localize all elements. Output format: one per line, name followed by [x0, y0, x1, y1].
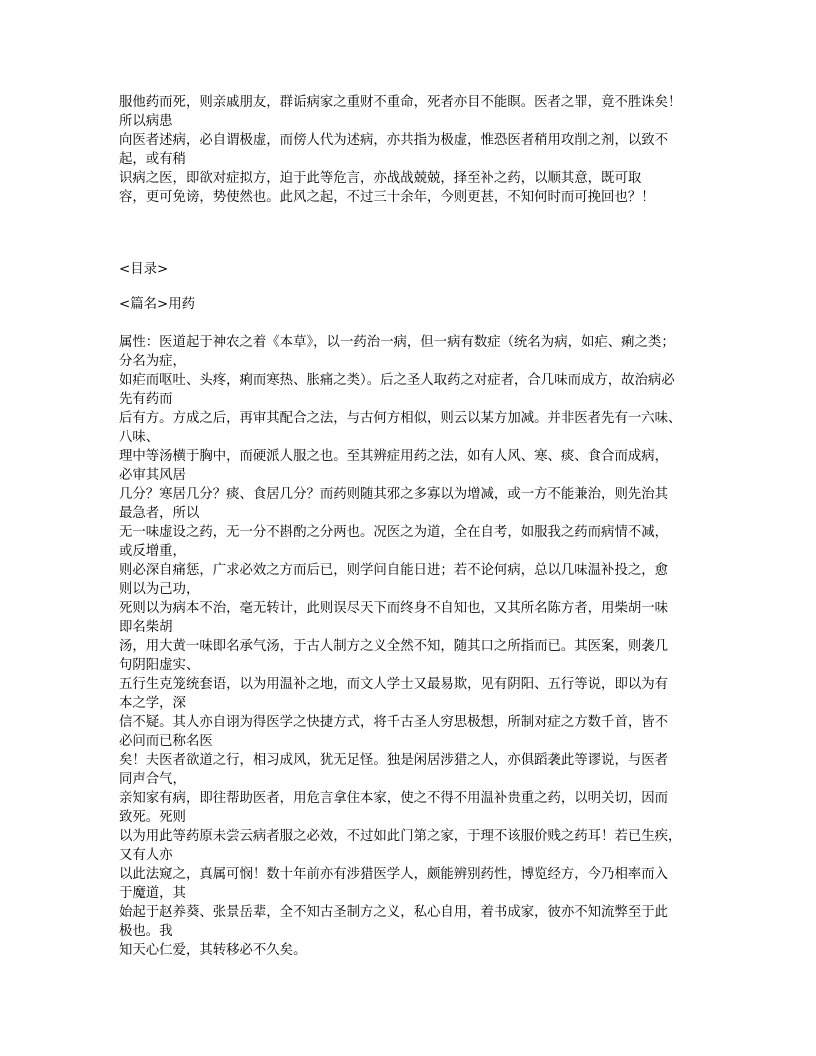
body-line: 最急者，所以 — [119, 506, 200, 521]
body-line: 或反增重， — [119, 544, 186, 559]
body-line: 则以为己功， — [119, 582, 200, 597]
body-line: 同声合气， — [119, 772, 186, 787]
body-line: 分名为症， — [119, 354, 186, 369]
body-line: 始起于赵养葵、张景岳辈，全不知古圣制方之义，私心自用，着书成家，彼亦不知流弊至于此 — [119, 905, 669, 920]
body-line: 五行生克笼统套语，以为用温补之地，而文人学士又最易欺，见有阴阳、五行等说，即以为有 — [119, 677, 669, 692]
body-line: 死则以为病本不治，毫无转计，此则误尽天下而终身不自知也，又其所名陈方者，用柴胡一味 — [119, 601, 669, 616]
body-line: 以此法窥之，真属可悯！数十年前亦有涉猎医学人，颇能辨别药性，博览经方，今乃相率而入 — [119, 867, 669, 882]
body-line: 属性：医道起于神农之着《本草》，以一药治一病，但一病有数症（统名为病，如疟、痢之类； — [119, 335, 675, 350]
body-line: 必审其风居 — [119, 468, 186, 483]
body-line: 几分？寒居几分？痰、食居几分？而药则随其邪之多寡以为增减，或一方不能兼治，则先治其 — [119, 487, 669, 502]
body-line: 本之学，深 — [119, 696, 186, 711]
intro-line: 向医者述病，必自谓极虚，而傍人代为述病，亦共指为极虚，惟恐医者稍用攻削之剂，以致不 — [119, 133, 669, 148]
intro-line: 服他药而死，则亲戚朋友，群诟病家之重财不重命，死者亦目不能瞑。医者之罪，竟不胜诛矣！ — [119, 95, 682, 110]
intro-line: 所以病患 — [119, 114, 173, 129]
toc-heading: <目录> — [119, 262, 169, 277]
body-line: 则必深自痛惩，广求必效之方而后已，则学问自能日进；若不论何病，总以几味温补投之，愈 — [119, 563, 669, 578]
body-line: 亲知家有病，即往帮助医者，用危言拿住本家，使之不得不用温补贵重之药，以明关切，因而 — [119, 791, 669, 806]
intro-line: 识病之医，即欲对症拟方，迫于此等危言，亦战战兢兢，择至补之药，以顺其意，既可取 — [119, 171, 642, 186]
body-line: 矣！夫医者欲道之行，相习成风，犹无足怪。独是闲居涉猎之人，亦俱蹈袭此等谬说，与医者 — [119, 753, 669, 768]
body-line: 理中等汤横于胸中，而硬派人服之也。至其辨症用药之法，如有人风、寒、痰、食合而成病， — [119, 449, 669, 464]
body-line: 即名柴胡 — [119, 620, 173, 635]
intro-line: 容，更可免谤，势使然也。此风之起，不过三十余年，今则更甚，不知何时而可挽回也？！ — [119, 190, 655, 205]
body-line: 于魔道，其 — [119, 886, 186, 901]
body-line: 以为用此等药原未尝云病者服之必效，不过如此门第之家，于理不该服价贱之药耳！若已生疾， — [119, 829, 682, 844]
body-line: 无一味虚设之药，无一分不斟酌之分两也。况医之为道，全在自考，如服我之药而病情不减， — [119, 525, 669, 540]
intro-paragraph — [119, 93, 699, 207]
intro-line: 起，或有稍 — [119, 152, 186, 167]
body-line: 知天心仁爱，其转移必不久矣。 — [119, 943, 307, 958]
body-line: 先有药而 — [119, 392, 173, 407]
body-line: 八味、 — [119, 430, 160, 445]
body-line: 又有人亦 — [119, 848, 173, 863]
body-line: 句阴阳虚实、 — [119, 658, 200, 673]
body-paragraph — [119, 333, 699, 960]
body-line: 必问而已称名医 — [119, 734, 213, 749]
body-line: 汤，用大黄一味即名承气汤，于古人制方之义全然不知，随其口之所指而已。其医案，则袭几 — [119, 639, 669, 654]
body-line: 后有方。方成之后，再审其配合之法，与古何方相似，则云以某方加减。并非医者先有一六味、 — [119, 411, 682, 426]
body-line: 极也。我 — [119, 924, 173, 939]
body-line: 致死。死则 — [119, 810, 186, 825]
body-line: 如疟而呕吐、头疼，痢而寒热、胀痛之类）。后之圣人取药之对症者，合几味而成方，故治病必 — [119, 373, 675, 388]
body-line: 信不疑。其人亦自诩为得医学之快捷方式，将千古圣人穷思极想，所制对症之方数千首，皆不 — [119, 715, 669, 730]
chapter-heading: <篇名>用药 — [119, 297, 196, 312]
